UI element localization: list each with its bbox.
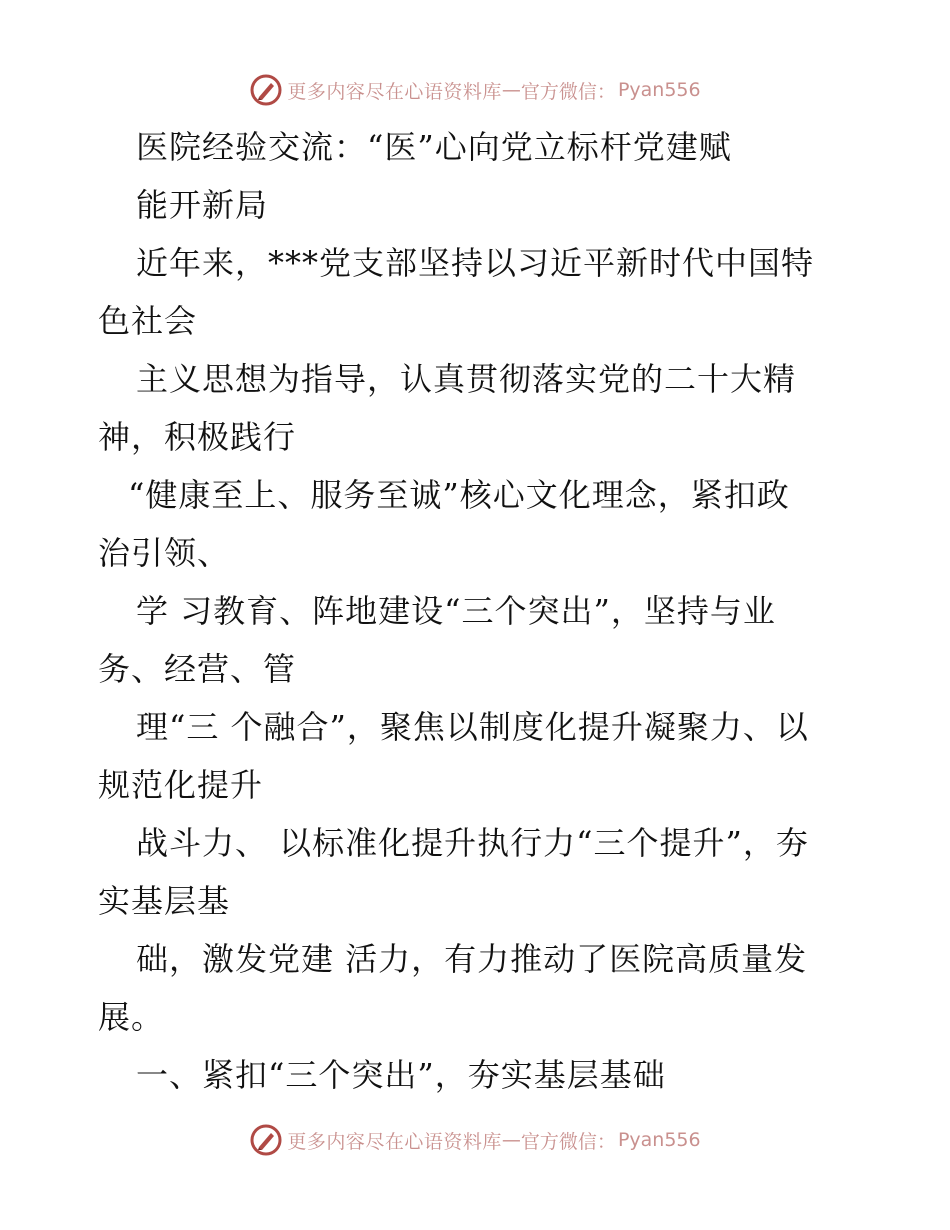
watermark-wechat-id: Pyan556 <box>617 1129 701 1151</box>
paragraph-line: 务、经营、管 <box>98 650 297 688</box>
paragraph-line: 理“三 个融合”，聚焦以制度化提升凝聚力、以 <box>136 708 809 746</box>
watermark-wechat-label: 官方微信： <box>520 80 616 103</box>
watermark-tagline: 更多内容尽在心语资料库 <box>287 80 502 103</box>
paragraph-line: 学 习教育、阵地建设“三个突出”，坚持与业 <box>136 592 776 630</box>
document-title-line-1: 医院经验交流：“医”心向党立标杆党建赋 <box>136 128 732 166</box>
paragraph-line: 础，激发党建 活力，有力推动了医院高质量发 <box>136 940 808 978</box>
watermark-wechat-label: 官方微信： <box>520 1130 616 1153</box>
paragraph-line: 实基层基 <box>98 882 231 920</box>
document-title-line-2: 能开新局 <box>136 186 269 224</box>
section-heading: 一、紧扣“三个突出”，夯实基层基础 <box>136 1056 666 1094</box>
paragraph-line: 展。 <box>98 998 165 1036</box>
watermark-tagline: 更多内容尽在心语资料库 <box>287 1130 502 1153</box>
footer-watermark <box>0 1120 950 1160</box>
paragraph-line: 战斗力、 以标准化提升执行力“三个提升”，夯 <box>136 824 809 862</box>
watermark-wechat-id: Pyan556 <box>617 79 701 101</box>
paragraph-line: 色社会 <box>98 302 198 340</box>
paragraph-line: “健康至上、服务至诚”核心文化理念，紧扣政 <box>128 476 790 514</box>
paragraph-line: 主义思想为指导，认真贯彻落实党的二十大精 <box>136 360 797 398</box>
watermark-separator: — <box>501 1129 521 1151</box>
paragraph-line: 治引领、 <box>98 534 231 572</box>
watermark-separator: — <box>501 79 521 101</box>
pen-seal-icon <box>249 73 283 107</box>
pen-seal-icon <box>249 1123 283 1157</box>
paragraph-line: 神，积极践行 <box>98 418 297 456</box>
paragraph-line: 近年来，***党支部坚持以习近平新时代中国特 <box>136 244 815 282</box>
document-body <box>0 118 950 1104</box>
paragraph-line: 规范化提升 <box>98 766 264 804</box>
header-watermark <box>0 70 950 110</box>
